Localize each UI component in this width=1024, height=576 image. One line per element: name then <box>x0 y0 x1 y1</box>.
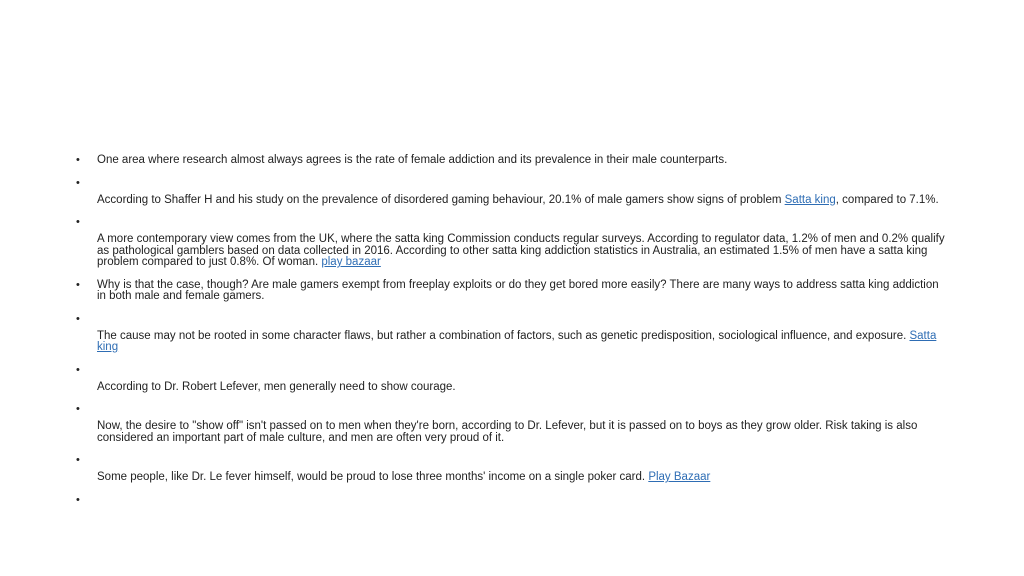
item-text: Why is that the case, though? Are male gamers exempt from freeplay exploits or do they get bored more easily? There are many ways to address satta king addiction in both male and female gamers. <box>97 278 939 302</box>
item-text: According to Dr. Robert Lefever, men generally need to show courage. <box>97 380 456 393</box>
bullet-dot: • <box>76 154 80 166</box>
bullet-dot: • <box>76 312 80 325</box>
bullet-dot: • <box>76 176 80 189</box>
play-bazaar-link[interactable]: play bazaar <box>321 256 381 268</box>
bullet-dot: • <box>76 278 80 291</box>
bullet-dot: • <box>76 363 80 376</box>
item-text: According to Shaffer H and his study on the prevalence of disordered gaming behaviour, 20.1% of male gamers show signs of problem <box>97 193 785 206</box>
bullet-list <box>76 155 946 506</box>
bullet-dot: • <box>76 454 80 466</box>
item-text-after: , compared to 7.1%. <box>835 193 939 206</box>
item-text: The cause may not be rooted in some character flaws, but rather a combination of factors, such as genetic predisposition, sociological influence, and exposure. <box>97 329 910 342</box>
list-item <box>76 455 946 484</box>
bullet-dot: • <box>76 216 80 228</box>
bullet-dot: • <box>76 493 80 506</box>
bullet-dot: • <box>76 403 80 415</box>
list-item <box>76 280 946 303</box>
item-text: Some people, like Dr. Le fever himself, would be proud to lose three months' income on a single poker card. <box>97 471 649 483</box>
item-text: A more contemporary view comes from the UK, where the satta king Commission conducts regular surveys. According to regulator data, 1.2% of men and 0.2% qualify as pathological gamblers based on data collected in 2016. According to other satta king addiction statistics in Australia, an estimated 1.5% of men have a satta king problem compared to just 0.8%. Of woman. <box>97 233 945 268</box>
list-item <box>76 314 946 354</box>
play-bazaar-link[interactable]: Play Bazaar <box>648 471 711 483</box>
list-item <box>76 365 946 394</box>
item-text: Now, the desire to "show off" isn't passed on to men when they're born, according to Dr. Lefever, but it is passed on to boys as they grow older. Risk taking is also considered an important part of male culture, and men are often very proud of it. <box>97 420 918 444</box>
list-item <box>76 178 946 207</box>
item-text: One area where research almost always agrees is the rate of female addiction and its prevalence in their male counterparts. <box>97 154 728 166</box>
list-item-empty <box>76 495 946 507</box>
list-item <box>76 155 946 167</box>
satta-king-link[interactable]: Satta king <box>97 329 937 353</box>
list-item <box>76 404 946 444</box>
list-item <box>76 217 946 269</box>
satta-king-link[interactable]: Satta king <box>784 193 836 206</box>
